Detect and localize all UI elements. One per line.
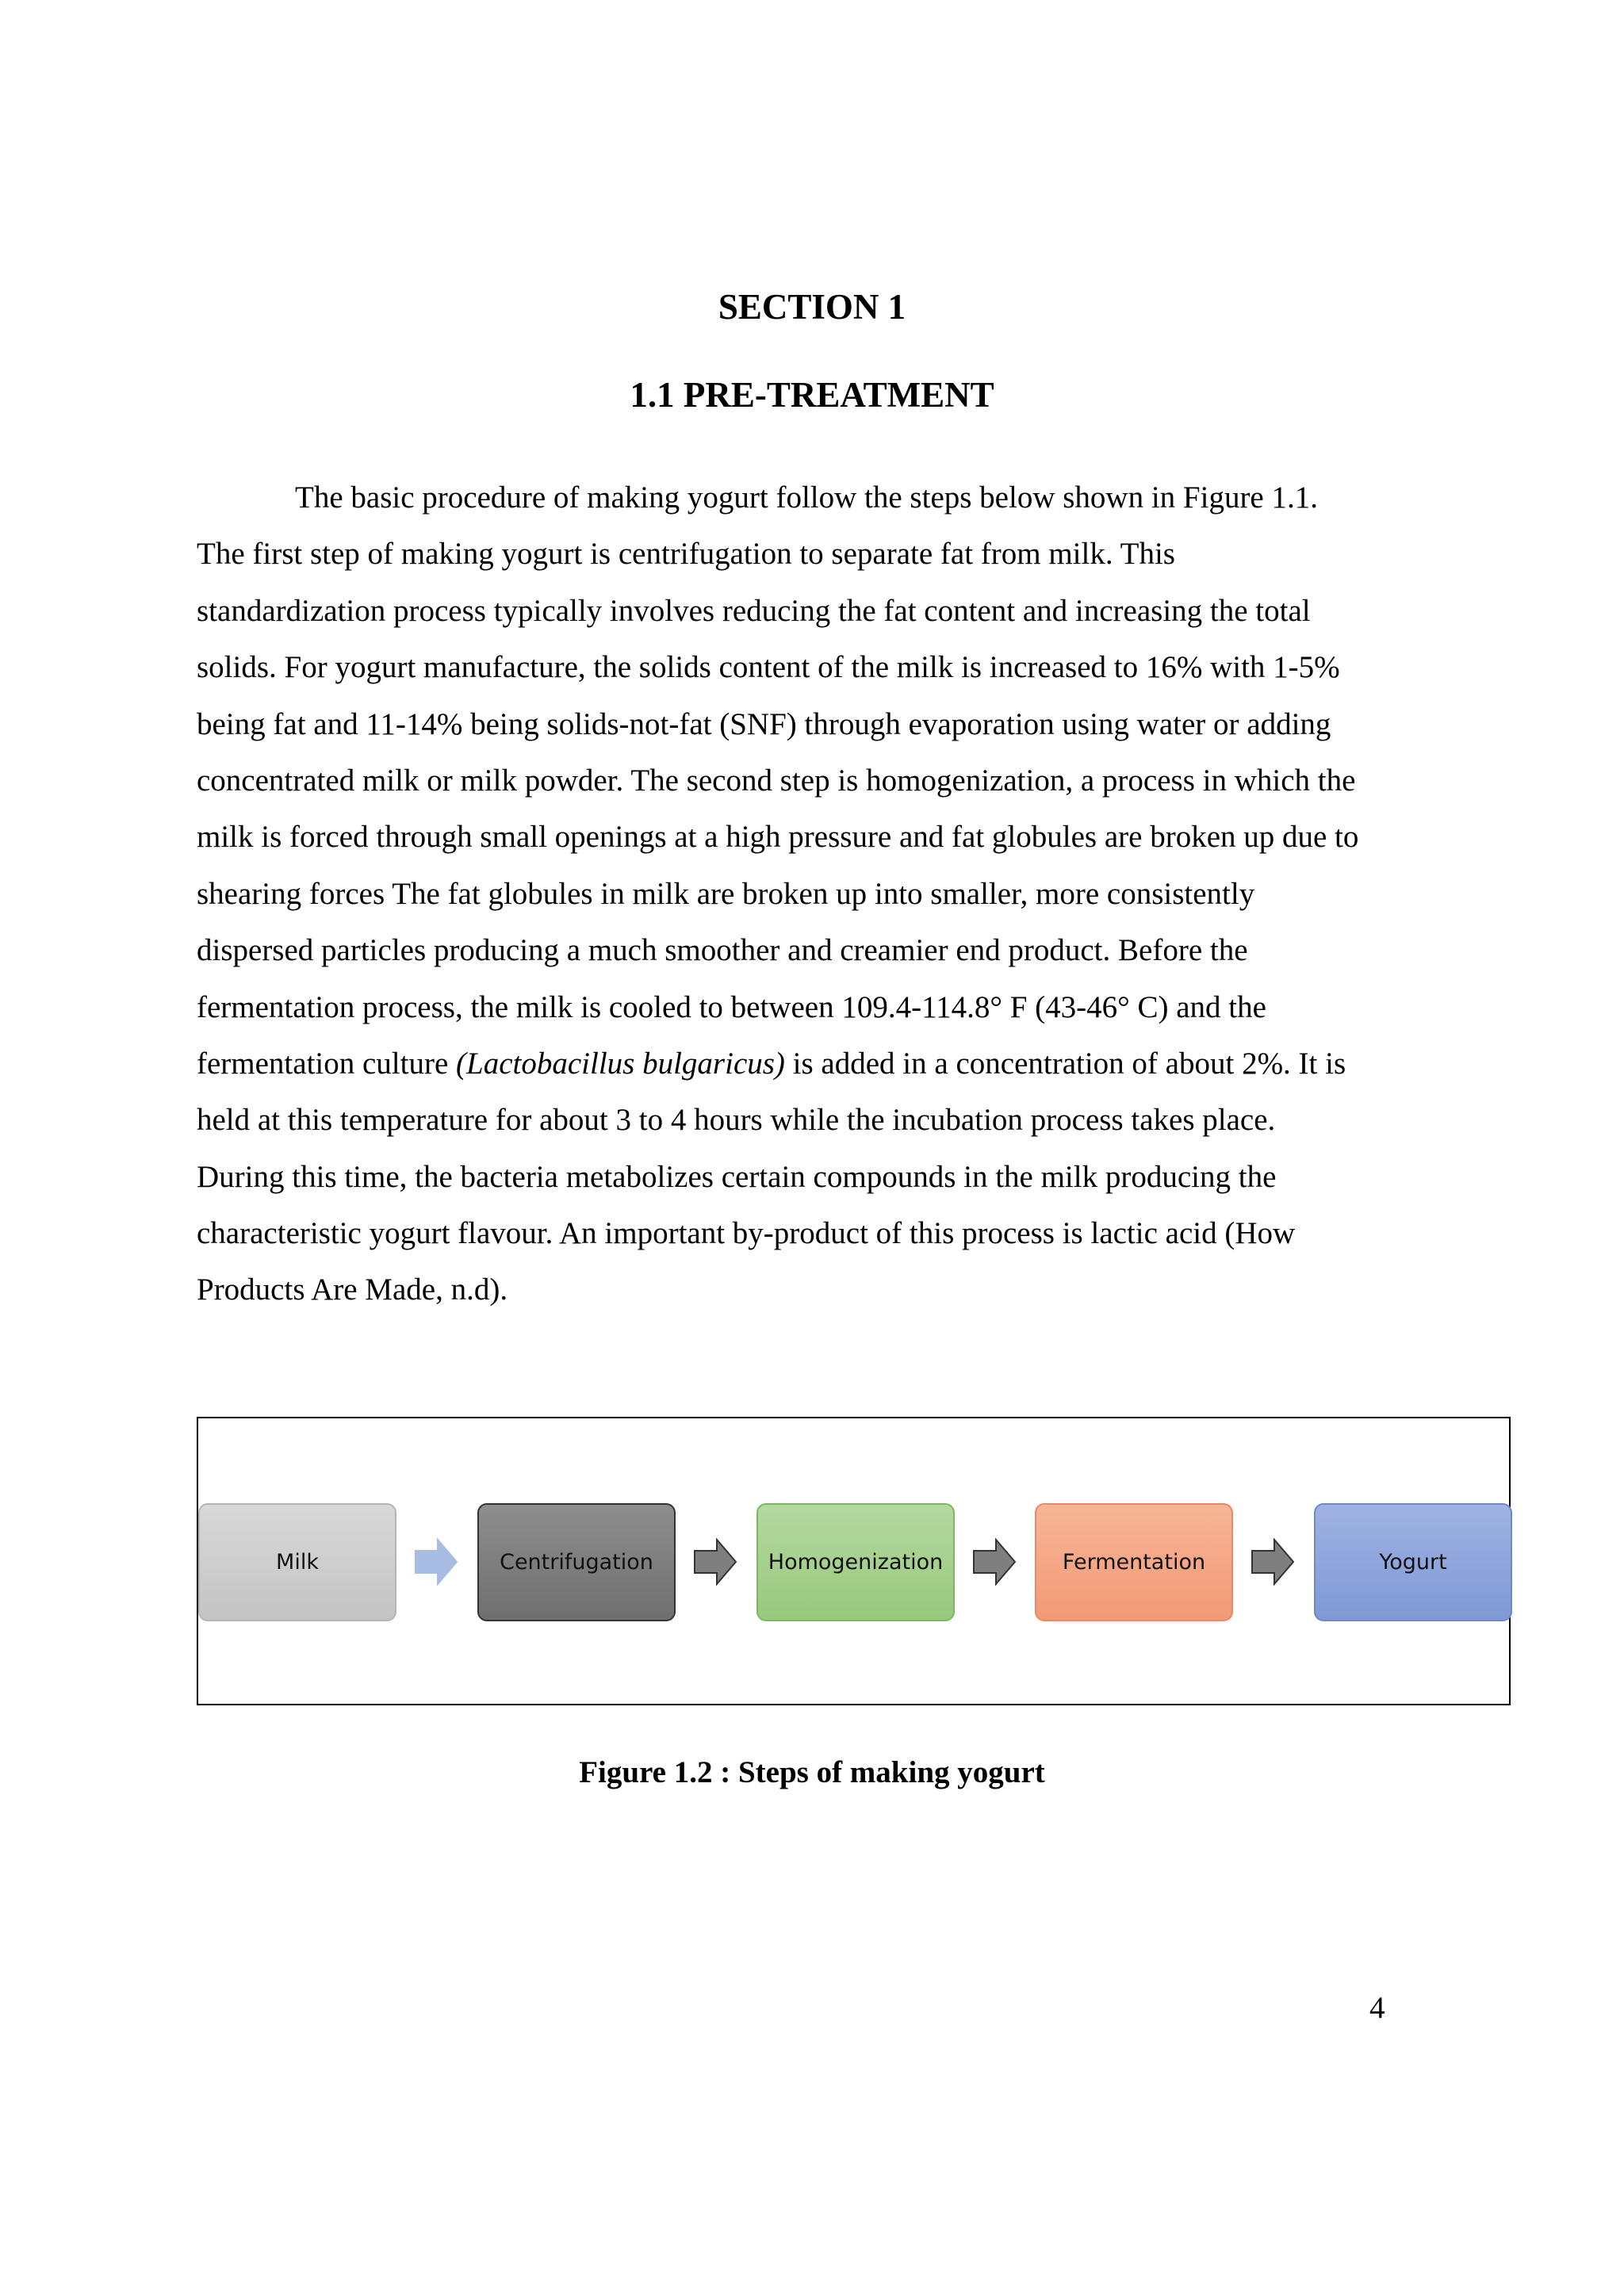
body-paragraph [197, 469, 1434, 1318]
paragraph-text: fermentation culture [197, 1046, 457, 1081]
paragraph-line: held at this temperature for about 3 to 4 hours while the incubation process takes place. [197, 1103, 1276, 1138]
paragraph-line: being fat and 11-14% being solids-not-fat (SNF) through evaporation using water or adding [197, 706, 1331, 741]
paragraph-text: is added in a concentration of about 2%. It is [784, 1046, 1346, 1081]
step-milk: Milk [198, 1503, 396, 1621]
paragraph-line: fermentation process, the milk is cooled to between 109.4-114.8° F (43-46° C) and the [197, 989, 1266, 1024]
step-centrifugation: Centrifugation [477, 1503, 676, 1621]
arrow-right-icon [972, 1538, 1017, 1586]
step-homogenization: Homogenization [756, 1503, 955, 1621]
step-yogurt: Yogurt [1314, 1503, 1512, 1621]
section-title: SECTION 1 [718, 287, 906, 327]
paragraph-line: characteristic yogurt flavour. An important by-product of this process is lactic acid (How [197, 1216, 1296, 1251]
paragraph-line: concentrated milk or milk powder. The second step is homogenization, a process in which the [197, 763, 1356, 798]
paragraph-line: The first step of making yogurt is centrifugation to separate fat from milk. This [197, 537, 1175, 572]
paragraph-line: milk is forced through small openings at a high pressure and fat globules are broken up due to [197, 820, 1359, 855]
paragraph-line: During this time, the bacteria metabolizes certain compounds in the milk producing the [197, 1159, 1277, 1194]
process-flow-figure [197, 1417, 1511, 1705]
page-number: 4 [1369, 1991, 1385, 2025]
arrow-right-icon [1251, 1538, 1295, 1586]
paragraph-line: Products Are Made, n.d). [197, 1272, 508, 1307]
paragraph-line [197, 1035, 1434, 1092]
paragraph-line: solids. For yogurt manufacture, the solids content of the milk is increased to 16% with 1-5% [197, 650, 1340, 685]
paragraph-line: shearing forces The fat globules in milk are broken up into smaller, more consistently [197, 876, 1255, 911]
figure-caption: Figure 1.2 : Steps of making yogurt [579, 1755, 1045, 1789]
subsection-title: 1.1 PRE-TREATMENT [630, 375, 994, 415]
species-name: (Lactobacillus bulgaricus) [456, 1046, 785, 1081]
arrow-right-icon [414, 1538, 458, 1586]
paragraph-line: The basic procedure of making yogurt follow the steps below shown in Figure 1.1. [295, 480, 1318, 515]
paragraph-line: dispersed particles producing a much smoother and creamier end product. Before the [197, 933, 1248, 968]
arrow-right-icon [693, 1538, 737, 1586]
step-fermentation: Fermentation [1035, 1503, 1233, 1621]
paragraph-line: standardization process typically involves reducing the fat content and increasing the total [197, 593, 1311, 628]
